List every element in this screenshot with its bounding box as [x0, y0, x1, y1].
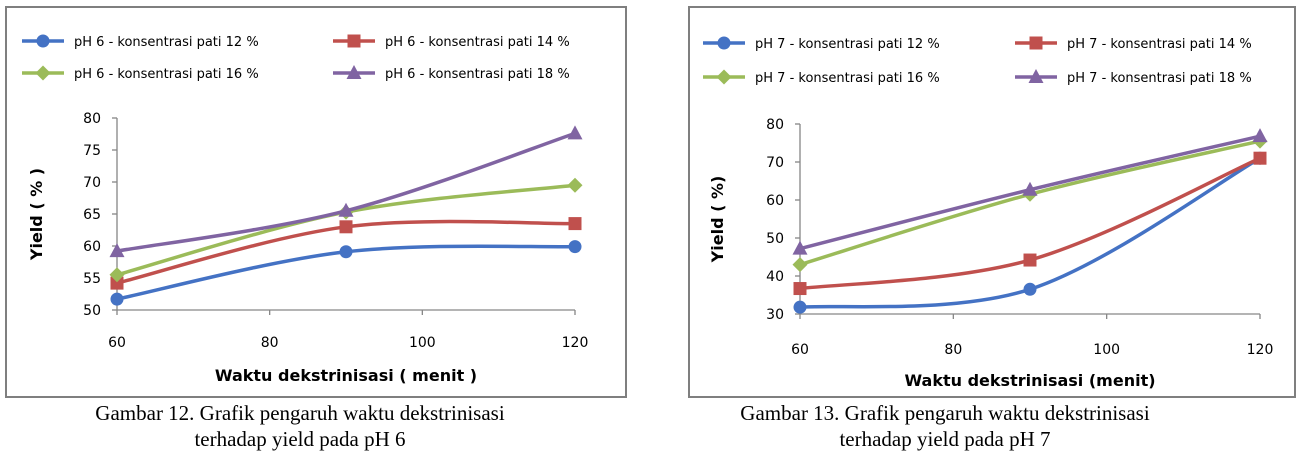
y-tick-label: 75	[83, 143, 101, 159]
data-point	[111, 293, 124, 306]
data-point	[1254, 152, 1267, 165]
x-tick-label: 120	[561, 335, 589, 351]
data-point	[340, 245, 353, 258]
chart-ph6	[0, 0, 645, 400]
legend-label: pH 7 - konsentrasi pati 16 %	[755, 71, 940, 86]
y-axis-label: Yield ( %)	[708, 175, 727, 263]
data-point	[569, 240, 582, 253]
legend-marker	[348, 35, 361, 48]
caption-figure-12	[0, 400, 600, 452]
y-tick-label: 70	[766, 155, 784, 171]
y-tick-label: 55	[83, 271, 101, 287]
x-tick-label: 80	[944, 342, 963, 358]
data-point	[794, 282, 807, 295]
y-tick-label: 50	[83, 303, 101, 319]
data-point	[1024, 254, 1037, 267]
data-point	[794, 301, 807, 314]
y-tick-label: 65	[83, 207, 101, 223]
legend-label: pH 7 - konsentrasi pati 18 %	[1067, 71, 1252, 86]
legend-label: pH 6 - konsentrasi pati 16 %	[74, 67, 259, 82]
x-tick-label: 80	[260, 335, 279, 351]
legend-marker	[37, 35, 50, 48]
y-tick-label: 30	[766, 307, 784, 323]
y-tick-label: 60	[83, 239, 101, 255]
legend-marker	[1030, 37, 1043, 50]
y-tick-label: 80	[766, 117, 784, 133]
data-point	[1024, 283, 1037, 296]
data-point	[569, 217, 582, 230]
y-tick-label: 60	[766, 193, 784, 209]
data-point	[340, 220, 353, 233]
x-tick-label: 100	[1093, 342, 1121, 358]
legend-label: pH 6 - konsentrasi pati 18 %	[385, 67, 570, 82]
caption-figure-13	[645, 400, 1245, 452]
chart-ph7	[645, 0, 1299, 400]
caption-line-1: Gambar 12. Grafik pengaruh waktu dekstrinisasi	[95, 401, 505, 425]
y-axis-label: Yield ( % )	[27, 167, 46, 261]
caption-line-1: Gambar 13. Grafik pengaruh waktu dekstrinisasi	[740, 401, 1150, 425]
x-tick-label: 120	[1246, 342, 1274, 358]
y-tick-label: 40	[766, 269, 784, 285]
y-tick-label: 80	[83, 111, 101, 127]
caption-line-2: terhadap yield pada pH 7	[839, 427, 1051, 451]
x-tick-label: 60	[791, 342, 809, 358]
x-axis-label: Waktu dekstrinisasi (menit)	[904, 371, 1156, 390]
chart-frame	[6, 7, 626, 397]
caption-line-2: terhadap yield pada pH 6	[194, 427, 406, 451]
legend-marker	[718, 37, 731, 50]
legend-label: pH 7 - konsentrasi pati 12 %	[755, 37, 940, 52]
x-tick-label: 100	[408, 335, 436, 351]
legend-label: pH 6 - konsentrasi pati 14 %	[385, 35, 570, 50]
x-axis-label: Waktu dekstrinisasi ( menit )	[214, 366, 478, 385]
x-tick-label: 60	[108, 335, 126, 351]
y-tick-label: 70	[83, 175, 101, 191]
legend-label: pH 6 - konsentrasi pati 12 %	[74, 35, 259, 50]
legend-label: pH 7 - konsentrasi pati 14 %	[1067, 37, 1252, 52]
y-tick-label: 50	[766, 231, 784, 247]
